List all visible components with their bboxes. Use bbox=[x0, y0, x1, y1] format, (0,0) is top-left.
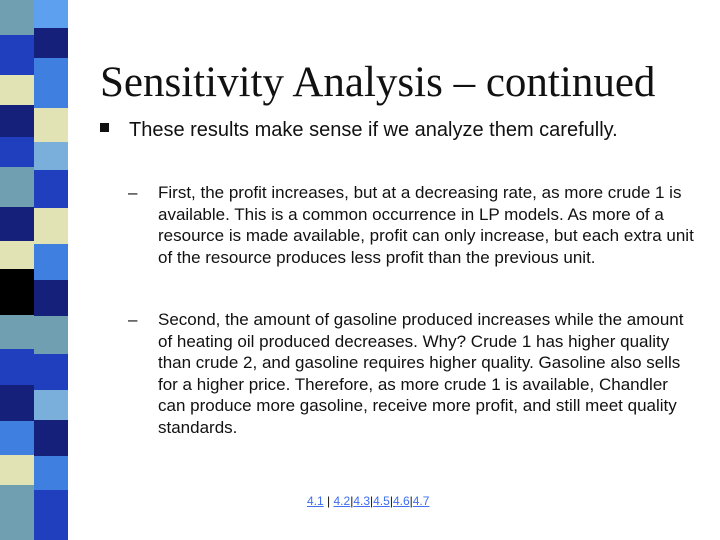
sidebar-block bbox=[0, 75, 34, 105]
sidebar-block bbox=[0, 421, 34, 455]
decorative-sidebar bbox=[0, 0, 68, 540]
sidebar-block bbox=[34, 208, 68, 244]
nav-link-4-3[interactable]: 4.3 bbox=[353, 494, 370, 508]
sidebar-block bbox=[34, 244, 68, 280]
sidebar-block bbox=[0, 485, 34, 540]
section-nav-links bbox=[307, 494, 429, 508]
sidebar-block bbox=[0, 207, 34, 241]
nav-separator: | bbox=[350, 494, 354, 508]
sidebar-block bbox=[34, 490, 68, 540]
sidebar-block bbox=[34, 420, 68, 456]
sub-point-text: Second, the amount of gasoline produced increases while the amount of heating oil produced decreases. Why? Crude 1 has higher quality than crude 2, and gasoline requires higher quality. Gasoline also sells for a higher price. Therefore, as more crude 1 is available, Chandler can produce more gasoline, receive more profit, and still meet quality standards. bbox=[158, 310, 684, 437]
sidebar-block bbox=[34, 142, 68, 170]
square-bullet-icon bbox=[100, 123, 109, 132]
sidebar-block bbox=[34, 28, 68, 58]
sidebar-block bbox=[0, 241, 34, 269]
sidebar-block bbox=[34, 354, 68, 390]
nav-separator: | bbox=[409, 494, 413, 508]
sidebar-block bbox=[0, 105, 34, 137]
dash-bullet: – bbox=[128, 310, 138, 329]
sidebar-block bbox=[34, 170, 68, 208]
sidebar-block bbox=[0, 0, 34, 35]
sub-point-text: First, the profit increases, but at a decreasing rate, as more crude 1 is available. This is a common occurrence in LP models. As more of a resource is made available, profit can only increase, but each extra unit of the resource produces less profit than the previous unit. bbox=[158, 183, 694, 267]
nav-separator: | bbox=[389, 494, 393, 508]
sidebar-block bbox=[34, 456, 68, 490]
sidebar-block bbox=[0, 269, 34, 315]
nav-link-4-2[interactable]: 4.2 bbox=[333, 494, 351, 508]
sidebar-block bbox=[0, 315, 34, 349]
sub-point-2 bbox=[128, 309, 694, 438]
sub-point-1 bbox=[128, 182, 694, 268]
nav-separator: | bbox=[370, 494, 374, 508]
sidebar-block bbox=[0, 167, 34, 207]
nav-link-4-5[interactable]: 4.5 bbox=[373, 494, 390, 508]
sidebar-block bbox=[34, 58, 68, 108]
nav-separator: | bbox=[327, 494, 331, 508]
nav-link-4-6[interactable]: 4.6 bbox=[392, 494, 410, 508]
sidebar-block bbox=[34, 390, 68, 420]
dash-bullet: – bbox=[128, 183, 138, 202]
main-bullet-text: These results make sense if we analyze them carefully. bbox=[129, 119, 618, 141]
sidebar-block bbox=[34, 280, 68, 316]
sidebar-block bbox=[0, 385, 34, 421]
sidebar-block bbox=[0, 137, 34, 167]
sidebar-block bbox=[0, 349, 34, 385]
sidebar-block bbox=[0, 455, 34, 485]
nav-link-4-7[interactable]: 4.7 bbox=[412, 494, 430, 508]
sidebar-block bbox=[34, 108, 68, 142]
sidebar-block bbox=[0, 35, 34, 75]
slide-title: Sensitivity Analysis – continued bbox=[100, 59, 656, 106]
sidebar-block bbox=[34, 316, 68, 354]
main-bullet bbox=[100, 117, 700, 143]
nav-link-4-1[interactable]: 4.1 bbox=[307, 494, 324, 508]
sidebar-block bbox=[34, 0, 68, 28]
